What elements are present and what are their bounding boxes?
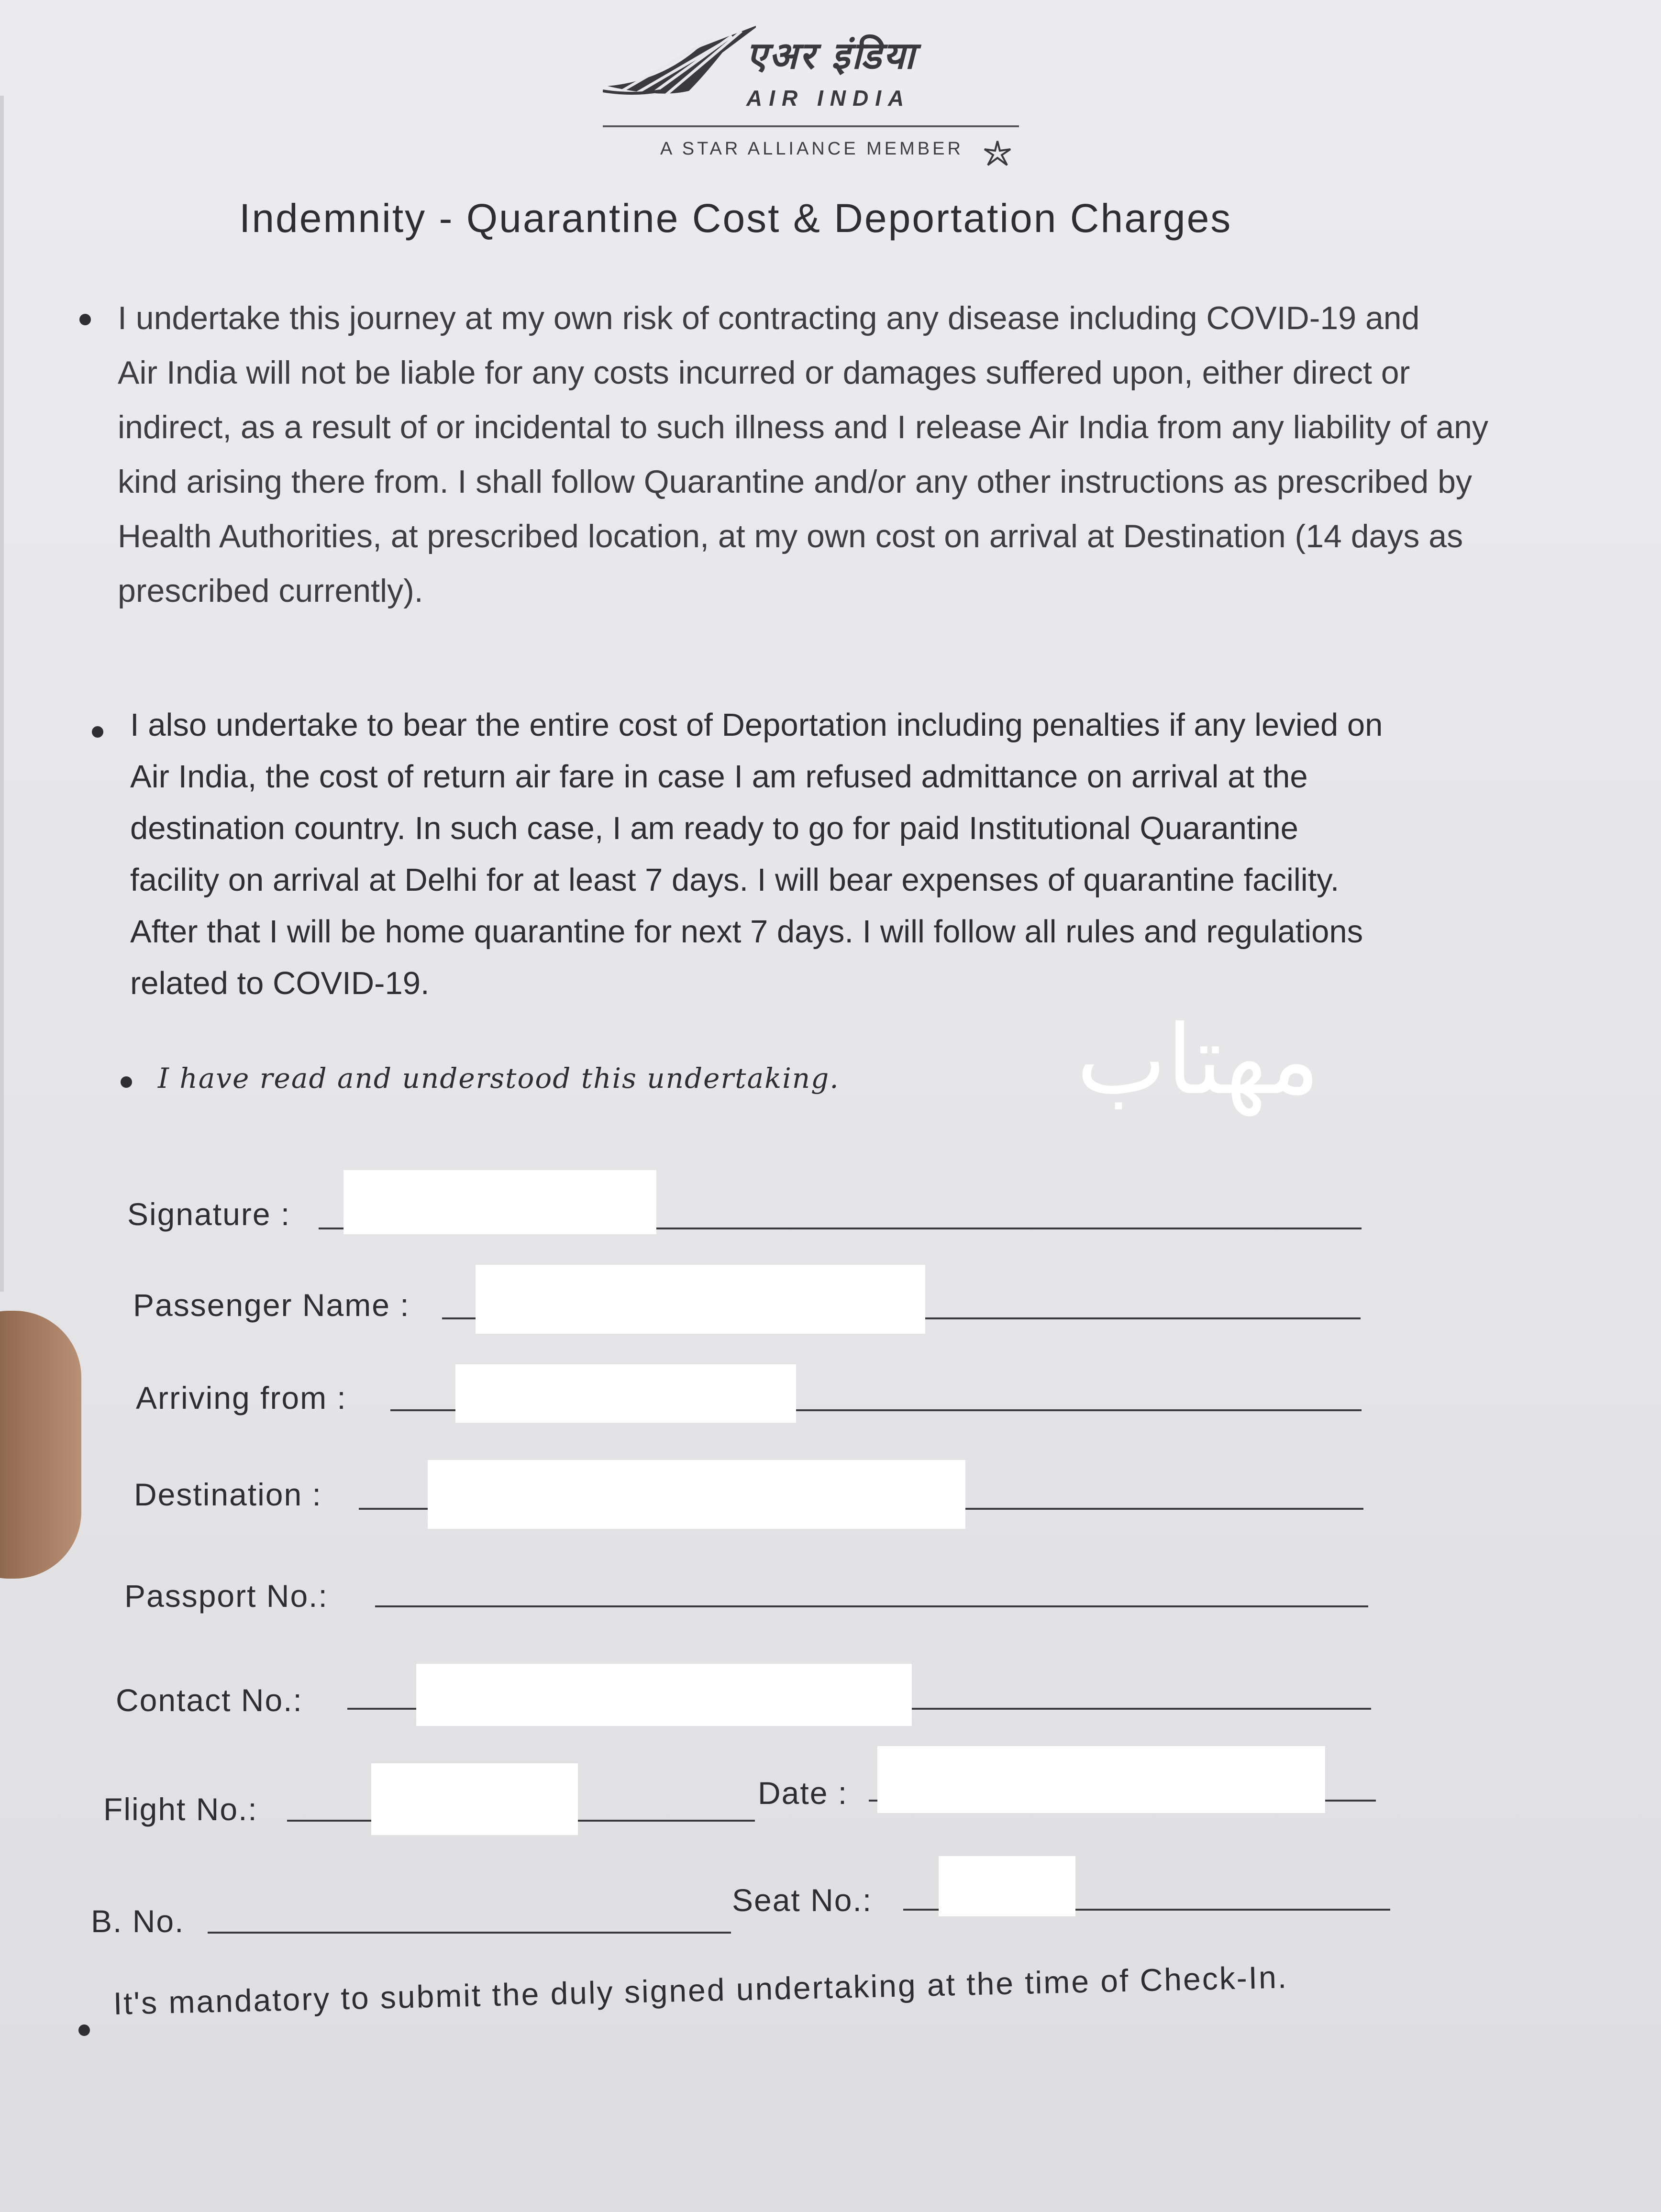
- footer-note: It's mandatory to submit the duly signed undertaking at the time of Check-In.: [113, 1959, 1288, 2021]
- arriving-from-label: Arriving from :: [136, 1380, 347, 1416]
- date-redaction: [877, 1746, 1325, 1813]
- para2-line: destination country. In such case, I am ready to go for paid Institutional Quarantine: [130, 810, 1298, 846]
- bullet-2: [92, 726, 103, 738]
- seat-no-label: Seat No.:: [732, 1882, 873, 1918]
- flight-no-redaction: [371, 1763, 578, 1835]
- bullet-1: [79, 314, 91, 325]
- para2-line: related to COVID-19.: [130, 965, 430, 1001]
- bullet-4: [78, 2024, 90, 2036]
- acknowledgement-text: I have read and understood this undertaking.: [158, 1062, 840, 1095]
- paragraph-risk: [118, 291, 1548, 618]
- star-alliance-icon: [981, 139, 1014, 167]
- passenger-name-redaction: [476, 1265, 925, 1334]
- destination-redaction: [428, 1460, 965, 1529]
- passenger-name-label: Passenger Name :: [133, 1287, 410, 1323]
- arriving-from-redaction: [455, 1364, 796, 1423]
- page-title: Indemnity - Quarantine Cost & Deportation Charges: [239, 196, 1232, 241]
- para2-line: Air India, the cost of return air fare in case I am refused admittance on arrival at the: [130, 759, 1308, 795]
- signature-redaction: [343, 1170, 656, 1234]
- logo-english-text: AIR INDIA: [746, 86, 911, 111]
- passport-no-label: Passport No.:: [124, 1578, 328, 1614]
- para1-line: indirect, as a result of or incidental to such illness and I release Air India from any liability of any: [118, 409, 1488, 445]
- para2-line: After that I will be home quarantine for next 7 days. I will follow all rules and regulations: [130, 914, 1363, 950]
- b-no-line[interactable]: [208, 1932, 731, 1934]
- para2-line: I also undertake to bear the entire cost of Deportation including penalties if any levied on: [130, 707, 1383, 743]
- handwritten-name: مهتاب: [1076, 1005, 1320, 1116]
- logo-hindi-text: एअर इंडिया: [746, 34, 917, 77]
- air-india-logo: [603, 19, 1024, 163]
- bullet-3: [121, 1076, 132, 1088]
- signature-label: Signature :: [127, 1196, 291, 1232]
- seat-no-redaction: [939, 1856, 1075, 1916]
- date-label: Date :: [758, 1775, 848, 1811]
- passport-no-line[interactable]: [375, 1605, 1368, 1607]
- destination-label: Destination :: [134, 1477, 322, 1512]
- logo-divider: [603, 125, 1019, 127]
- contact-no-label: Contact No.:: [116, 1682, 303, 1718]
- finger-thumb: [0, 1311, 81, 1579]
- logo-tagline: A STAR ALLIANCE MEMBER: [660, 139, 963, 159]
- contact-no-redaction: [416, 1664, 912, 1726]
- b-no-label: B. No.: [91, 1903, 185, 1939]
- para1-line: kind arising there from. I shall follow Quarantine and/or any other instructions as prescribed by: [118, 464, 1472, 500]
- para1-line: Air India will not be liable for any costs incurred or damages suffered upon, either direct or: [118, 354, 1410, 391]
- paragraph-deportation: [130, 699, 1546, 1009]
- para2-line: facility on arrival at Delhi for at least 7 days. I will bear expenses of quarantine facility.: [130, 862, 1340, 898]
- para1-line: Health Authorities, at prescribed location, at my own cost on arrival at Destination (14 days as: [118, 518, 1463, 554]
- paper-edge: [0, 96, 4, 1292]
- para1-line: prescribed currently).: [118, 573, 423, 609]
- para1-line: I undertake this journey at my own risk of contracting any disease including COVID-19 and: [118, 300, 1420, 336]
- flight-no-label: Flight No.:: [103, 1792, 258, 1827]
- flying-swan-icon: [603, 19, 756, 120]
